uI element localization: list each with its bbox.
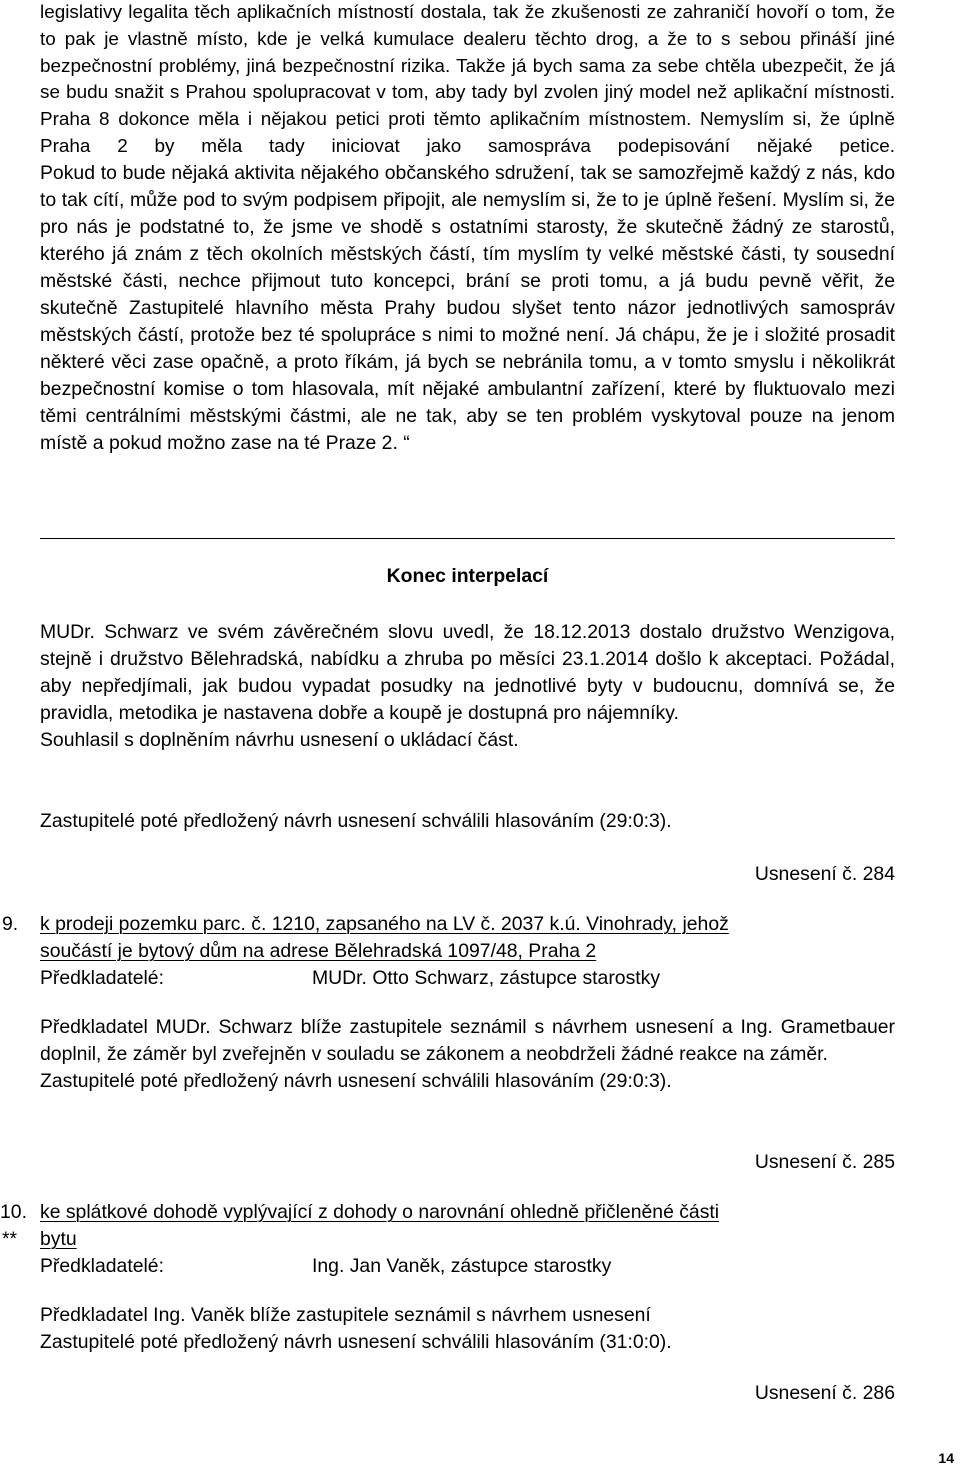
item-10-title-line-2: bytu <box>40 1228 77 1250</box>
schwarz-section <box>40 619 895 754</box>
submitter-name: MUDr. Otto Schwarz, zástupce starostky <box>312 967 661 989</box>
schwarz-vote <box>40 808 895 835</box>
submitter-label: Předkladatelé: <box>40 967 164 989</box>
item-10-paragraph: Předkladatel Ing. Vaněk blíže zastupitele seznámil s návrhem usnesení <box>40 1304 651 1326</box>
resolution-286: Usnesení č. 286 <box>754 1382 895 1404</box>
separator-line <box>40 538 895 539</box>
resolution-284: Usnesení č. 284 <box>754 863 895 885</box>
item-9-title-line-1: k prodeji pozemku parc. č. 1210, zapsaného na LV č. 2037 k.ú. Vinohrady, jehož <box>40 913 729 935</box>
intro-section <box>40 0 895 457</box>
item-9-title-line-2: součástí je bytový dům na adrese Bělehradská 1097/48, Praha 2 <box>40 940 597 962</box>
end-interpellations-heading: Konec interpelací <box>386 565 549 587</box>
item-10-stars: ** <box>2 1228 18 1250</box>
item-9-paragraph: Předkladatel MUDr. Schwarz blíže zastupitele seznámil s návrhem usnesení a Ing. Grametbauer doplnil, že záměr byl zveřejněn v souladu se zákonem a neobdrželi žádné reakce na záměr. <box>40 1016 895 1065</box>
item-10-body <box>40 1302 895 1356</box>
item-10-number: 10. <box>0 1201 27 1223</box>
item-9-body <box>40 1014 895 1095</box>
item-9-section <box>40 911 895 992</box>
schwarz-paragraph: MUDr. Schwarz ve svém závěrečném slovu uvedl, že 18.12.2013 dostalo družstvo Wenzigova, stejně i družstvo Bělehradská, nabídku a zhruba po měsíci 23.1.2014 došlo k akceptaci. Požádal, aby nepředjímali, jak budou vypadat posudky na jednotlivé byty v budoucnu, domnívá se, že pravidla, metodika je nastavena dobře a koupě je dostupná pro nájemníky. <box>40 621 895 724</box>
intro-paragraph-2: Pokud to bude nějaká aktivita nějakého občanského sdružení, tak se samozřejmě každý z nás, kdo to tak cítí, může pod to svým podpisem připojit, ale nemyslím si, že to je úplně řešení. Myslím si, že pro nás je podstatné to, že jsme ve shodě s ostatními starosty, že skutečně žádný ze starostů, kterého já znám z těch okolních městských částí, tím myslím ty velké městské části, ty sousední městské části, nechce přijmout tuto koncepci, brání se proti tomu, a já budu pevně věřit, že skutečně Zastupitelé hlavního města Prahy budou slyšet tento názor jednotlivých samospráv městských částí, protože bez té spolupráce s nimi to možné není. Já chápu, že je i složité prosadit některé věci zase opačně, a proto říkám, já bych se nebránila tomu, a v tomto smyslu i několikrát bezpečnostní komise o tom hlasovala, mít nějaké ambulantní zařízení, které by fluktuovalo mezi těmi centrálními městskými částmi, ale ne tak, aby se ten problém vyskytoval pouze na jenom místě a pokud možno zase na té Praze 2. “ <box>40 161 895 454</box>
item-10-vote: Zastupitelé poté předložený návrh usnesení schválili hlasováním (31:0:0). <box>40 1331 672 1353</box>
submitter-name: Ing. Jan Vaněk, zástupce starostky <box>312 1255 612 1277</box>
vote-text: Zastupitelé poté předložený návrh usnesení schválili hlasováním (29:0:3). <box>40 810 672 832</box>
intro-paragraph-1: legislativy legalita těch aplikačních místností dostala, tak že zkušenosti ze zahraničí hovoří o tom, že to pak je vlastně místo, kde je velká kumulace dealeru těchto drog, a že to s sebou přináší jiné bezpečnostní problémy, jiná bezpečnostní rizika. Takže já bych sama za sebe chtěla ubezpečit, že já se budu snažit s Prahou spolupracovat v tom, aby tady byl zvolen jiný model než aplikační místnosti. Praha 8 dokonce měla i nějakou petici proti těmto aplikačním místnostem. Nemyslím si, že úplně Praha 2 by měla tady iniciovat jako samospráva podepisování nějaké petice. <box>40 2 895 157</box>
item-9-vote: Zastupitelé poté předložený návrh usnesení schválili hlasováním (29:0:3). <box>40 1070 672 1092</box>
item-10-section <box>40 1199 895 1280</box>
page-number: 14 <box>938 1450 954 1466</box>
resolution-285: Usnesení č. 285 <box>754 1151 895 1173</box>
item-9-number: 9. <box>2 913 19 935</box>
schwarz-agree-text: Souhlasil s doplněním návrhu usnesení o ukládací část. <box>40 729 519 751</box>
item-10-submitter-row <box>40 1253 895 1280</box>
item-9-submitter-row <box>40 965 895 992</box>
submitter-label: Předkladatelé: <box>40 1255 164 1277</box>
item-10-title-line-1: ke splátkové dohodě vyplývající z dohody o narovnání ohledně přičleněné části <box>40 1201 720 1223</box>
